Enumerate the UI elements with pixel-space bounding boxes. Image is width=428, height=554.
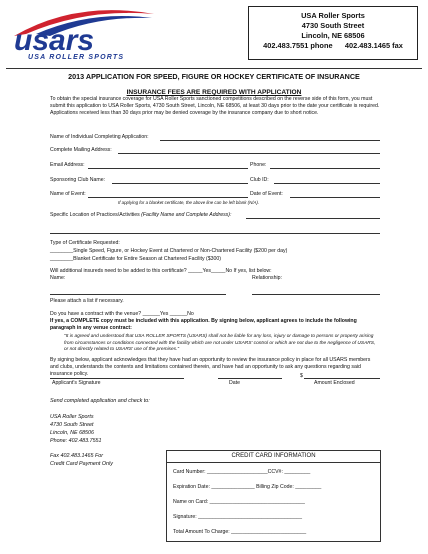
date-input[interactable] [218, 378, 282, 379]
expiration-zip-field[interactable]: Expiration Date: _______________ Billing Zip Code: _________ [173, 484, 322, 490]
mailing-address-label: Complete Mailing Address: [50, 147, 112, 153]
event-name-label: Name of Event: [50, 191, 86, 197]
phone-label: Phone: [250, 162, 267, 168]
header-divider [6, 68, 422, 69]
attach-note: Please attach a list if necessary. [50, 298, 124, 304]
name-on-card-field[interactable]: Name on Card: _________________________________ [173, 499, 305, 505]
logo-swoosh-icon [6, 6, 156, 62]
credit-card-title: CREDIT CARD INFORMATION [231, 453, 316, 459]
org-name: USA Roller Sports [301, 11, 365, 20]
club-name-label: Sponsoring Club Name: [50, 177, 106, 183]
venue-requirement: If yes, a COMPLETE copy must be included with this application. By signing below, applicant agrees to include the following paragraph in any venue contract: [50, 318, 357, 331]
credit-card-box [166, 450, 381, 542]
applicant-signature-input[interactable] [50, 378, 184, 379]
amount-enclosed-label: Amount Enclosed [314, 380, 355, 386]
org-city: Lincoln, NE 68506 [301, 31, 365, 40]
applicant-signature-label: Applicant's Signature [52, 380, 101, 386]
fax-line-2: Credit Card Payment Only [50, 461, 113, 467]
insured-name-input[interactable] [50, 294, 226, 295]
location-label: Specific Location of Practices/Activities (Facility Name and Complete Address): [50, 212, 232, 218]
email-input[interactable] [88, 168, 248, 169]
mailing-address-input[interactable] [118, 153, 380, 154]
fax-line-1: Fax 402.483.1465 For [50, 453, 104, 459]
logo-tagline: USA ROLLER SPORTS [28, 54, 125, 61]
send-org: USA Roller Sports [50, 414, 94, 420]
venue-question: Do you have a contract with the venue? ______Yes ______No [50, 311, 194, 317]
cert-option-blanket[interactable]: ________Blanket Certificate for Entire Season at Chartered Facility ($300) [50, 256, 221, 262]
insured-relationship-input[interactable] [252, 294, 380, 295]
insureds-question: Will additional insureds need to be added to this certificate? _____Yes_____No If yes, list below: [50, 268, 272, 274]
phone-input[interactable] [270, 168, 380, 169]
fax-note [50, 452, 113, 468]
card-number-field[interactable]: Card Number: _____________________CCV#: _________ [173, 469, 311, 475]
email-label: Email Address: [50, 162, 85, 168]
send-street: 4730 South Street [50, 422, 94, 428]
address-box [248, 6, 418, 60]
location-input-line2[interactable] [50, 233, 380, 234]
cert-option-single[interactable]: ________Single Speed, Figure, or Hockey Event at Chartered or Non-Chartered Facility ($200 per day) [50, 248, 288, 254]
form-title: 2013 APPLICATION FOR SPEED, FIGURE OR HOCKEY CERTIFICATE OF INSURANCE [68, 72, 360, 81]
amount-enclosed-input[interactable] [304, 378, 380, 379]
usars-logo [6, 6, 156, 62]
send-phone: Phone: 402.483.7551 [50, 438, 102, 444]
org-street: 4730 South Street [301, 21, 365, 30]
insured-name-label: Name: [50, 275, 66, 281]
signature-field[interactable]: Signature: ____________________________________ [173, 514, 302, 520]
club-name-input[interactable] [112, 183, 248, 184]
venue-clause: "It is agreed and understood that USA ROLLER SPORTS (USARS) shall not be liable for any loss, injury or damage to persons or property arising from circumstances or conditions connected with the facility which are not under USARS' control or which are not due to the negligence of USARS, or not directly related to USARS' use of the premises." [64, 334, 376, 353]
name-completing-input[interactable] [160, 140, 380, 141]
form-subtitle: INSURANCE FEES ARE REQUIRED WITH APPLICATION [126, 89, 302, 96]
credit-card-divider [167, 462, 380, 463]
date-label: Date [229, 380, 240, 386]
dollar-sign: $ [300, 373, 303, 379]
blanket-note: If applying for a blanket certificate, the above line can be left blank (N/A). [118, 200, 260, 205]
cert-type-label: Type of Certificate Requested: [50, 240, 120, 246]
logo-wordmark: usars [14, 24, 95, 57]
event-date-label: Date of Event: [250, 191, 283, 197]
name-completing-label: Name of Individual Completing Application: [50, 134, 149, 140]
club-id-input[interactable] [274, 183, 380, 184]
event-date-input[interactable] [290, 197, 380, 198]
send-to-address [50, 413, 102, 445]
org-phones: 402.483.7551 phone 402.483.1465 fax [263, 41, 403, 50]
send-to-lead: Send completed application and check to: [50, 398, 150, 404]
insured-relationship-label: Relationship: [252, 275, 282, 281]
send-city: Lincoln, NE 68506 [50, 430, 95, 436]
total-charge-field[interactable]: Total Amount To Charge: __________________________ [173, 529, 307, 535]
event-name-input[interactable] [88, 197, 248, 198]
acknowledgement-text: By signing below, applicant acknowledges that they have had an opportunity to review the insurance policy in place for all USARS members and clubs, understands the contents and limitations contained therein, and have had an opportunity to ask any questions regarding said insurance policy. [50, 357, 371, 378]
intro-text: To obtain the special insurance coverage for USA Roller Sports sanctioned competitions described on the reverse side of this form, you must submit this application to USA Roller Sports, 4730 South Street, Lincoln, NE 68506, at least 30 days prior to the date your certificate is required. Applications received less than 30 days prior may be denied coverage by the insurance company due to short notice. [50, 96, 380, 117]
location-hint: (Facility Name and Complete Address): [141, 212, 232, 218]
club-id-label: Club ID: [250, 177, 269, 183]
location-input[interactable] [246, 218, 380, 219]
